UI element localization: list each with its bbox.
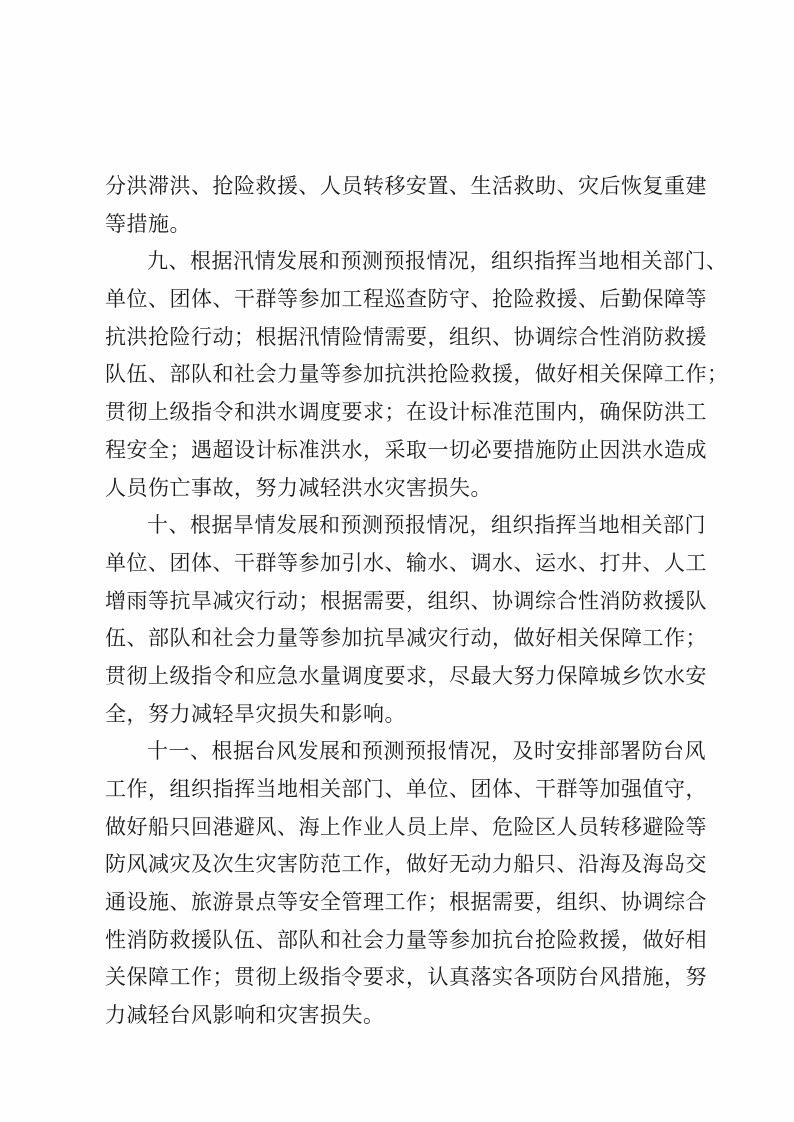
text-line: 防风减灾及次生灾害防范工作，做好无动力船只、沿海及海岛交	[105, 852, 707, 877]
text-line: 单位、团体、干群等参加引水、输水、调水、运水、打井、人工	[105, 550, 707, 575]
text-line: 伍、部队和社会力量等参加抗旱减灾行动，做好相关保障工作；	[105, 626, 707, 651]
text-line: 队伍、部队和社会力量等参加抗洪抢险救援，做好相关保障工作；	[105, 362, 729, 387]
text-line: 抗洪抢险行动；根据汛情险情需要，组织、协调综合性消防救援	[105, 324, 707, 349]
text-line: 单位、团体、干群等参加工程巡查防守、抢险救援、后勤保障等	[105, 287, 707, 312]
body-text	[105, 168, 729, 1035]
paragraph-ten-first-line: 十、根据旱情发展和预测预报情况，组织指挥当地相关部门	[147, 513, 706, 538]
text-line: 贯彻上级指令和洪水调度要求；在设计标准范围内，确保防洪工	[105, 400, 707, 425]
text-line: 力减轻台风影响和灾害损失。	[105, 1003, 385, 1028]
text-line: 关保障工作；贯彻上级指令要求，认真落实各项防台风措施，努	[105, 965, 707, 990]
text-line: 等措施。	[105, 211, 191, 236]
text-line: 程安全；遇超设计标准洪水，采取一切必要措施防止因洪水造成	[105, 437, 707, 462]
text-line: 性消防救援队伍、部队和社会力量等参加抗台抢险救援，做好相	[105, 927, 707, 952]
text-line: 贯彻上级指令和应急水量调度要求，尽最大努力保障城乡饮水安	[105, 663, 707, 688]
paragraph-nine-first-line: 九、根据汛情发展和预测预报情况，组织指挥当地相关部门、	[147, 249, 728, 274]
text-line: 全，努力减轻旱灾损失和影响。	[105, 701, 406, 726]
text-line: 人员伤亡事故，努力减轻洪水灾害损失。	[105, 475, 492, 500]
text-line: 分洪滞洪、抢险救援、人员转移安置、生活救助、灾后恢复重建	[105, 174, 707, 198]
text-line: 做好船只回港避风、海上作业人员上岸、危险区人员转移避险等	[105, 814, 707, 839]
text-line: 增雨等抗旱减灾行动；根据需要，组织、协调综合性消防救援队	[105, 588, 707, 613]
paragraph-eleven-first-line: 十一、根据台风发展和预测预报情况，及时安排部署防台风	[147, 739, 706, 764]
text-line: 通设施、旅游景点等安全管理工作；根据需要，组织、协调综合	[105, 890, 707, 915]
text-line: 工作，组织指挥当地相关部门、单位、团体、干群等加强值守，	[105, 777, 707, 801]
